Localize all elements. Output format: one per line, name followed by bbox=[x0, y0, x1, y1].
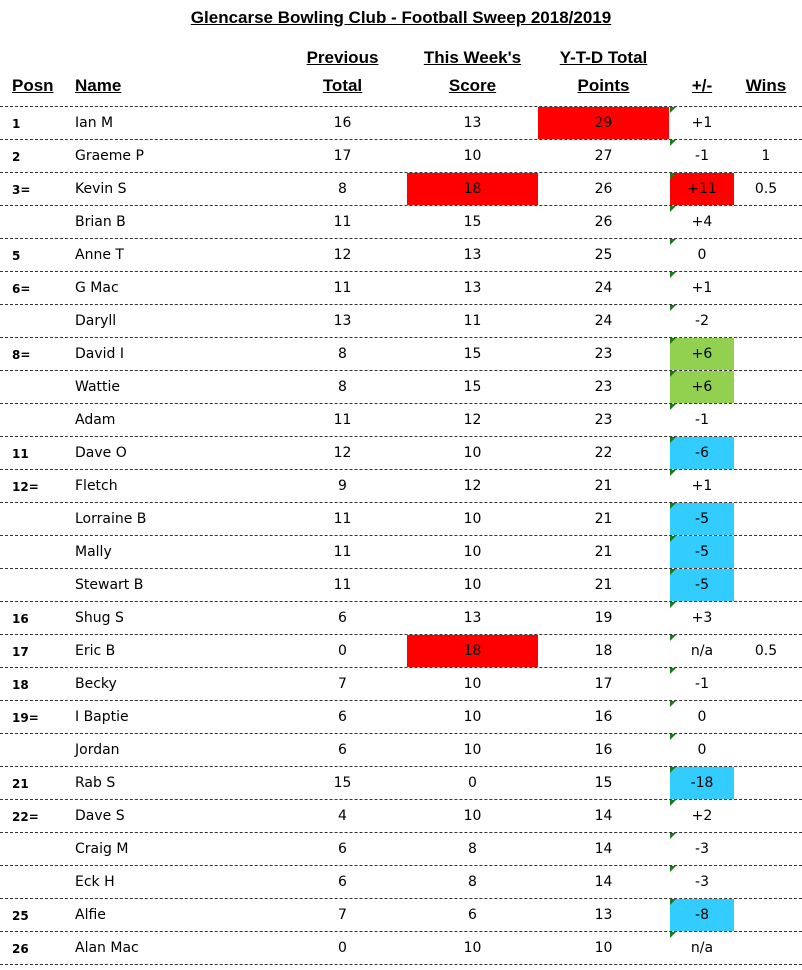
cell-wins[interactable]: 0.5 bbox=[754, 643, 778, 659]
cell-name[interactable]: Fletch bbox=[75, 478, 118, 494]
table-row bbox=[0, 832, 802, 865]
cell-ytd[interactable]: 24 bbox=[594, 313, 613, 329]
cell-week[interactable]: 10 bbox=[463, 808, 482, 824]
cell-week[interactable]: 10 bbox=[463, 709, 482, 725]
table-row bbox=[0, 634, 802, 667]
cell-posn[interactable]: 19= bbox=[12, 711, 39, 725]
error-indicator-icon bbox=[670, 833, 676, 839]
cell-week[interactable]: 11 bbox=[463, 313, 482, 329]
cell-name[interactable]: Mally bbox=[75, 544, 112, 560]
cell-posn[interactable]: 3= bbox=[12, 183, 31, 197]
sheet-title: Glencarse Bowling Club - Football Sweep 2018/2019 bbox=[190, 8, 612, 27]
cell-name[interactable]: Brian B bbox=[75, 214, 126, 230]
cell-wins[interactable] bbox=[736, 800, 796, 832]
header-ytd-line2: Points bbox=[577, 76, 630, 95]
header-week-line1: This Week's bbox=[423, 48, 522, 67]
error-indicator-icon bbox=[670, 932, 676, 938]
cell-prev[interactable]: 16 bbox=[333, 115, 352, 131]
cell-pm[interactable]: +6 bbox=[670, 371, 734, 403]
cell-posn[interactable]: 8= bbox=[12, 348, 31, 362]
cell-name[interactable]: Ian M bbox=[75, 115, 114, 131]
cell-ytd[interactable]: 17 bbox=[594, 676, 613, 692]
cell-wins[interactable] bbox=[736, 701, 796, 733]
cell-pm[interactable]: +1 bbox=[691, 115, 713, 131]
table-row bbox=[0, 106, 802, 139]
error-indicator-icon bbox=[670, 668, 676, 674]
cell-week[interactable]: 10 bbox=[463, 445, 482, 461]
cell-week[interactable]: 13 bbox=[463, 610, 482, 626]
cell-posn[interactable]: 5 bbox=[12, 249, 21, 263]
cell-wins[interactable] bbox=[736, 536, 796, 568]
cell-wins[interactable] bbox=[736, 503, 796, 535]
cell-week[interactable]: 18 bbox=[407, 635, 538, 667]
error-indicator-icon bbox=[670, 800, 676, 806]
error-indicator-icon bbox=[670, 404, 676, 410]
cell-wins[interactable] bbox=[736, 404, 796, 436]
error-indicator-icon bbox=[670, 767, 676, 773]
cell-name[interactable]: Shug S bbox=[75, 610, 124, 626]
cell-pm[interactable]: +2 bbox=[691, 808, 713, 824]
cell-pm[interactable]: n/a bbox=[690, 643, 714, 659]
cell-week[interactable]: 10 bbox=[463, 676, 482, 692]
cell-week[interactable]: 13 bbox=[463, 115, 482, 131]
cell-name[interactable]: I Baptie bbox=[75, 709, 129, 725]
cell-prev[interactable]: 8 bbox=[338, 346, 347, 362]
table-row bbox=[0, 502, 802, 535]
error-indicator-icon bbox=[670, 536, 676, 542]
cell-pm[interactable]: +4 bbox=[691, 214, 713, 230]
header-week-line2: Score bbox=[448, 76, 497, 95]
cell-pm[interactable]: -8 bbox=[670, 899, 734, 931]
cell-ytd[interactable]: 15 bbox=[594, 775, 613, 791]
error-indicator-icon bbox=[670, 272, 676, 278]
cell-pm[interactable]: +3 bbox=[691, 610, 713, 626]
cell-prev[interactable]: 4 bbox=[338, 808, 347, 824]
table-row bbox=[0, 898, 802, 931]
cell-prev[interactable]: 6 bbox=[338, 742, 347, 758]
cell-ytd[interactable]: 16 bbox=[594, 742, 613, 758]
cell-posn[interactable]: 18 bbox=[12, 678, 29, 692]
error-indicator-icon bbox=[670, 899, 676, 905]
cell-prev[interactable]: 6 bbox=[338, 709, 347, 725]
cell-wins[interactable] bbox=[736, 470, 796, 502]
table-row bbox=[0, 700, 802, 733]
cell-wins[interactable] bbox=[736, 338, 796, 370]
cell-wins[interactable] bbox=[736, 734, 796, 766]
cell-pm[interactable]: -1 bbox=[695, 412, 709, 428]
cell-ytd[interactable]: 21 bbox=[594, 511, 613, 527]
cell-pm[interactable]: -2 bbox=[695, 313, 709, 329]
cell-pm[interactable]: -5 bbox=[670, 536, 734, 568]
cell-ytd[interactable]: 18 bbox=[594, 643, 613, 659]
cell-week[interactable]: 13 bbox=[463, 280, 482, 296]
table-row bbox=[0, 568, 802, 601]
header-wins: Wins bbox=[745, 76, 787, 95]
error-indicator-icon bbox=[670, 734, 676, 740]
cell-name[interactable]: Eric B bbox=[75, 643, 116, 659]
cell-prev[interactable]: 11 bbox=[333, 511, 352, 527]
cell-prev[interactable]: 11 bbox=[333, 412, 352, 428]
cell-week[interactable]: 0 bbox=[468, 775, 477, 791]
header-previous-line1: Previous bbox=[306, 48, 379, 67]
cell-pm[interactable]: -5 bbox=[670, 503, 734, 535]
error-indicator-icon bbox=[670, 437, 676, 443]
cell-wins[interactable] bbox=[736, 932, 796, 964]
table-row bbox=[0, 667, 802, 700]
error-indicator-icon bbox=[670, 503, 676, 509]
cell-ytd[interactable]: 14 bbox=[594, 808, 613, 824]
cell-prev[interactable]: 7 bbox=[338, 907, 347, 923]
error-indicator-icon bbox=[670, 569, 676, 575]
cell-prev[interactable]: 12 bbox=[333, 247, 352, 263]
table-row bbox=[0, 733, 802, 766]
cell-ytd[interactable]: 23 bbox=[594, 346, 613, 362]
cell-week[interactable]: 10 bbox=[463, 742, 482, 758]
cell-posn[interactable]: 1 bbox=[12, 117, 21, 131]
table-row bbox=[0, 238, 802, 271]
cell-week[interactable]: 15 bbox=[463, 379, 482, 395]
cell-ytd[interactable]: 21 bbox=[594, 577, 613, 593]
error-indicator-icon bbox=[670, 371, 676, 377]
cell-prev[interactable]: 0 bbox=[338, 940, 347, 956]
cell-week[interactable]: 13 bbox=[463, 247, 482, 263]
cell-pm[interactable]: n/a bbox=[690, 940, 714, 956]
table-row bbox=[0, 799, 802, 832]
cell-name[interactable]: Rab S bbox=[75, 775, 116, 791]
cell-ytd[interactable]: 23 bbox=[594, 379, 613, 395]
error-indicator-icon bbox=[670, 239, 676, 245]
cell-pm[interactable]: -6 bbox=[670, 437, 734, 469]
cell-prev[interactable]: 8 bbox=[338, 379, 347, 395]
table-row bbox=[0, 370, 802, 403]
cell-posn[interactable]: 12= bbox=[12, 480, 39, 494]
cell-week[interactable]: 18 bbox=[407, 173, 538, 205]
cell-pm[interactable]: +1 bbox=[691, 478, 713, 494]
cell-pm[interactable]: 0 bbox=[697, 709, 707, 725]
cell-week[interactable]: 10 bbox=[463, 940, 482, 956]
cell-posn[interactable]: 11 bbox=[12, 447, 29, 461]
cell-name[interactable]: David I bbox=[75, 346, 124, 362]
cell-ytd[interactable]: 22 bbox=[594, 445, 613, 461]
cell-name[interactable]: Becky bbox=[75, 676, 117, 692]
header-ytd-line1: Y-T-D Total bbox=[559, 48, 648, 67]
cell-pm[interactable]: -18 bbox=[670, 767, 734, 799]
error-indicator-icon bbox=[670, 602, 676, 608]
cell-wins[interactable] bbox=[736, 437, 796, 469]
cell-ytd[interactable]: 24 bbox=[594, 280, 613, 296]
cell-ytd[interactable]: 19 bbox=[594, 610, 613, 626]
cell-name[interactable]: Alan Mac bbox=[75, 940, 139, 956]
table-row bbox=[0, 931, 802, 965]
cell-wins[interactable] bbox=[736, 206, 796, 238]
cell-prev[interactable]: 17 bbox=[333, 148, 352, 164]
cell-wins[interactable] bbox=[736, 833, 796, 865]
table-row bbox=[0, 535, 802, 568]
cell-name[interactable]: Anne T bbox=[75, 247, 124, 263]
cell-wins[interactable] bbox=[736, 899, 796, 931]
cell-name[interactable]: Wattie bbox=[75, 379, 121, 395]
cell-week[interactable]: 15 bbox=[463, 214, 482, 230]
cell-week[interactable]: 8 bbox=[468, 874, 477, 890]
cell-ytd[interactable]: 14 bbox=[594, 841, 613, 857]
cell-pm[interactable]: -1 bbox=[695, 148, 709, 164]
cell-pm[interactable]: +11 bbox=[670, 173, 734, 205]
cell-wins[interactable] bbox=[736, 305, 796, 337]
cell-prev[interactable]: 12 bbox=[333, 445, 352, 461]
cell-week[interactable]: 15 bbox=[463, 346, 482, 362]
cell-week[interactable]: 6 bbox=[468, 907, 477, 923]
cell-prev[interactable]: 6 bbox=[338, 874, 347, 890]
cell-posn[interactable]: 26 bbox=[12, 942, 29, 956]
cell-pm[interactable]: 0 bbox=[697, 247, 707, 263]
table-row bbox=[0, 766, 802, 799]
cell-name[interactable]: Dave O bbox=[75, 445, 127, 461]
cell-posn[interactable]: 2 bbox=[12, 150, 21, 164]
cell-wins[interactable] bbox=[736, 107, 796, 139]
standings-table bbox=[0, 106, 802, 965]
cell-name[interactable]: Stewart B bbox=[75, 577, 144, 593]
cell-ytd[interactable]: 13 bbox=[594, 907, 613, 923]
cell-prev[interactable]: 11 bbox=[333, 577, 352, 593]
table-row bbox=[0, 403, 802, 436]
error-indicator-icon bbox=[670, 173, 676, 179]
table-row bbox=[0, 205, 802, 238]
cell-name[interactable]: Dave S bbox=[75, 808, 125, 824]
cell-wins[interactable] bbox=[736, 767, 796, 799]
table-row bbox=[0, 337, 802, 370]
header-plus-minus: +/- bbox=[691, 76, 713, 95]
cell-ytd[interactable]: 29 bbox=[538, 107, 669, 139]
error-indicator-icon bbox=[670, 338, 676, 344]
header-posn: Posn bbox=[12, 76, 54, 95]
cell-wins[interactable]: 0.5 bbox=[754, 181, 778, 197]
cell-ytd[interactable]: 21 bbox=[594, 544, 613, 560]
cell-posn[interactable]: 16 bbox=[12, 612, 29, 626]
cell-name[interactable]: Lorraine B bbox=[75, 511, 147, 527]
cell-name[interactable]: Kevin S bbox=[75, 181, 127, 197]
cell-prev[interactable]: 11 bbox=[333, 214, 352, 230]
cell-name[interactable]: Jordan bbox=[75, 742, 120, 758]
cell-pm[interactable]: +6 bbox=[670, 338, 734, 370]
error-indicator-icon bbox=[670, 470, 676, 476]
cell-prev[interactable]: 6 bbox=[338, 610, 347, 626]
cell-ytd[interactable]: 23 bbox=[594, 412, 613, 428]
cell-name[interactable]: Graeme P bbox=[75, 148, 144, 164]
cell-ytd[interactable]: 14 bbox=[594, 874, 613, 890]
table-row bbox=[0, 139, 802, 172]
table-row bbox=[0, 601, 802, 634]
cell-ytd[interactable]: 26 bbox=[594, 214, 613, 230]
error-indicator-icon bbox=[670, 635, 676, 641]
cell-week[interactable]: 10 bbox=[463, 148, 482, 164]
cell-ytd[interactable]: 26 bbox=[594, 181, 613, 197]
cell-posn[interactable]: 6= bbox=[12, 282, 31, 296]
table-row bbox=[0, 304, 802, 337]
table-row bbox=[0, 271, 802, 304]
cell-ytd[interactable]: 10 bbox=[594, 940, 613, 956]
cell-pm[interactable]: -3 bbox=[695, 874, 709, 890]
table-row bbox=[0, 865, 802, 898]
cell-wins[interactable] bbox=[736, 866, 796, 898]
cell-prev[interactable]: 0 bbox=[338, 643, 347, 659]
cell-week[interactable]: 12 bbox=[463, 478, 482, 494]
cell-name[interactable]: Daryll bbox=[75, 313, 117, 329]
error-indicator-icon bbox=[670, 866, 676, 872]
error-indicator-icon bbox=[670, 107, 676, 113]
cell-pm[interactable]: -3 bbox=[695, 841, 709, 857]
cell-pm[interactable]: -1 bbox=[695, 676, 709, 692]
table-row bbox=[0, 469, 802, 502]
cell-ytd[interactable]: 25 bbox=[594, 247, 613, 263]
cell-name[interactable]: Eck H bbox=[75, 874, 115, 890]
cell-prev[interactable]: 11 bbox=[333, 280, 352, 296]
cell-pm[interactable]: +1 bbox=[691, 280, 713, 296]
cell-prev[interactable]: 6 bbox=[338, 841, 347, 857]
cell-week[interactable]: 10 bbox=[463, 544, 482, 560]
cell-ytd[interactable]: 21 bbox=[594, 478, 613, 494]
cell-posn[interactable]: 25 bbox=[12, 909, 29, 923]
cell-posn[interactable]: 22= bbox=[12, 810, 39, 824]
cell-wins[interactable] bbox=[736, 602, 796, 634]
cell-wins[interactable] bbox=[736, 668, 796, 700]
cell-wins[interactable] bbox=[736, 569, 796, 601]
cell-prev[interactable]: 13 bbox=[333, 313, 352, 329]
error-indicator-icon bbox=[670, 206, 676, 212]
cell-posn[interactable]: 17 bbox=[12, 645, 29, 659]
header-name: Name bbox=[75, 76, 122, 95]
table-row bbox=[0, 436, 802, 469]
cell-name[interactable]: G Mac bbox=[75, 280, 119, 296]
cell-name[interactable]: Adam bbox=[75, 412, 116, 428]
cell-wins[interactable] bbox=[736, 272, 796, 304]
cell-wins[interactable] bbox=[736, 371, 796, 403]
cell-prev[interactable]: 15 bbox=[333, 775, 352, 791]
cell-week[interactable]: 8 bbox=[468, 841, 477, 857]
table-row bbox=[0, 172, 802, 205]
cell-prev[interactable]: 7 bbox=[338, 676, 347, 692]
cell-pm[interactable]: 0 bbox=[697, 742, 707, 758]
error-indicator-icon bbox=[670, 701, 676, 707]
cell-name[interactable]: Craig M bbox=[75, 841, 129, 857]
cell-week[interactable]: 10 bbox=[463, 511, 482, 527]
cell-pm[interactable]: -5 bbox=[670, 569, 734, 601]
cell-wins[interactable]: 1 bbox=[761, 148, 771, 164]
header-previous-line2: Total bbox=[322, 76, 363, 95]
cell-ytd[interactable]: 16 bbox=[594, 709, 613, 725]
cell-wins[interactable] bbox=[736, 239, 796, 271]
cell-name[interactable]: Alfie bbox=[75, 907, 106, 923]
error-indicator-icon bbox=[670, 140, 676, 146]
error-indicator-icon bbox=[670, 305, 676, 311]
cell-prev[interactable]: 11 bbox=[333, 544, 352, 560]
cell-prev[interactable]: 8 bbox=[338, 181, 347, 197]
cell-posn[interactable]: 21 bbox=[12, 777, 29, 791]
cell-week[interactable]: 10 bbox=[463, 577, 482, 593]
cell-prev[interactable]: 9 bbox=[338, 478, 347, 494]
cell-week[interactable]: 12 bbox=[463, 412, 482, 428]
cell-ytd[interactable]: 27 bbox=[594, 148, 613, 164]
